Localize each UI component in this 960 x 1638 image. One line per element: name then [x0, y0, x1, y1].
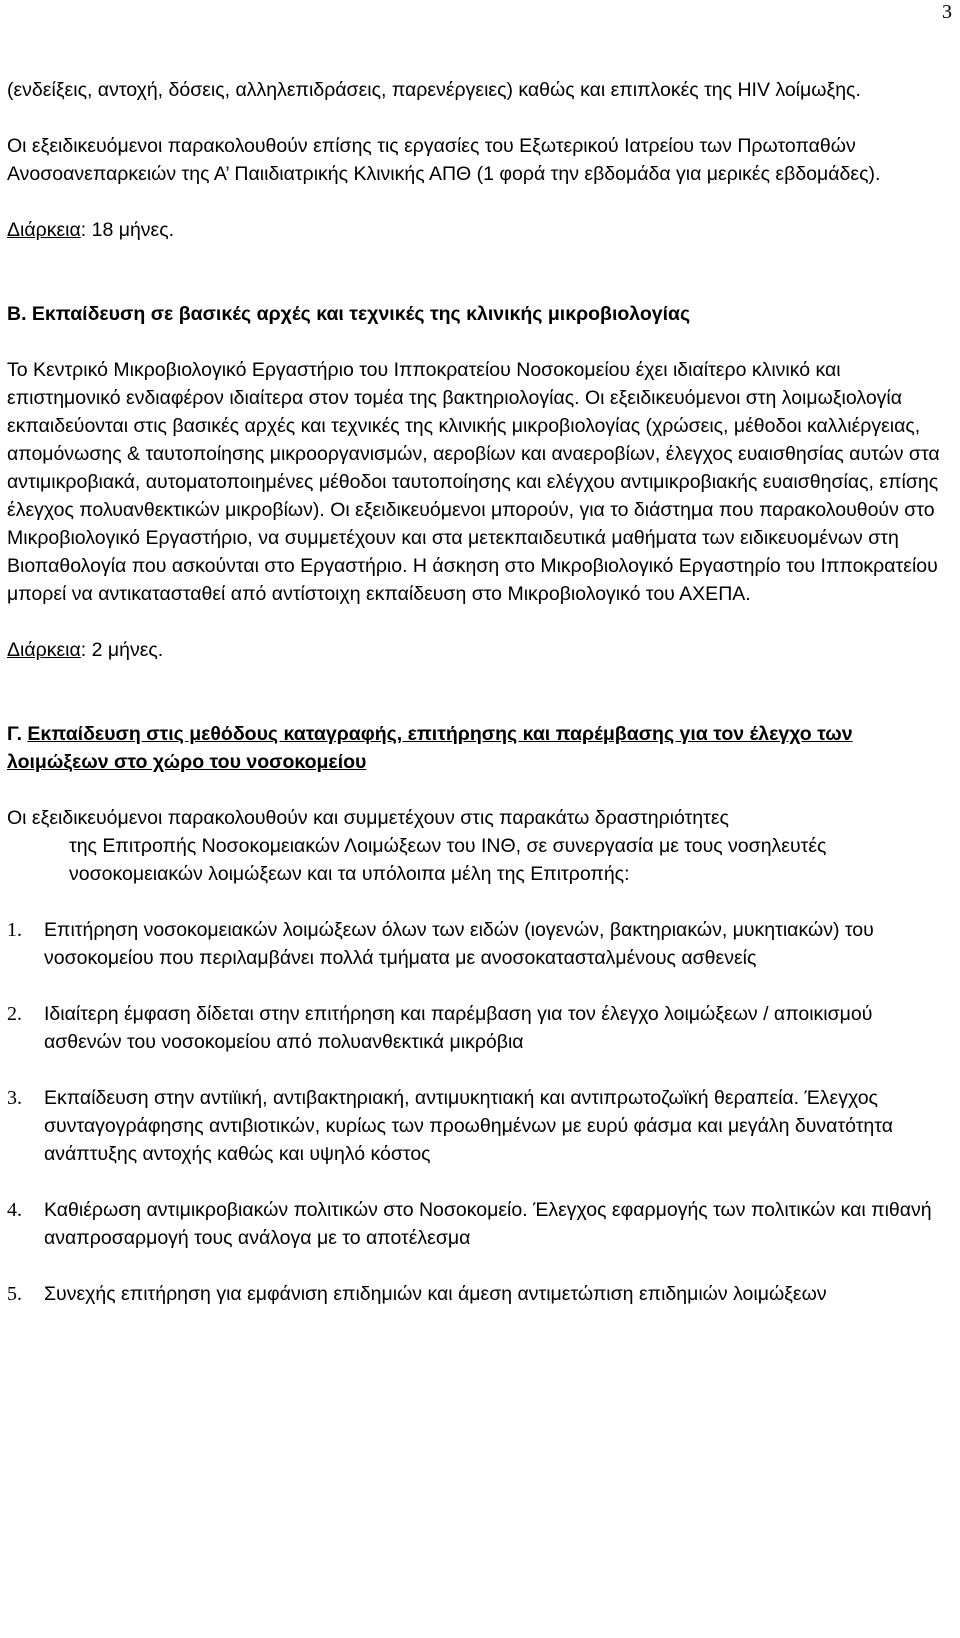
section-c-intro-rest: της Επιτροπής Νοσοκομειακών Λοιμώξεων του ΙΝΘ, σε συνεργασία με τους νοσηλευτές νοσοκομειακών λοιμώξεων και τα υπόλοιπα μέλη της Επιτροπής:: [69, 835, 827, 885]
list-item: [7, 1196, 952, 1252]
list-item: [7, 916, 952, 972]
list-text: Ιδιαίτερη έμφαση δίδεται στην επιτήρηση και παρέμβαση για τον έλεγχο λοιμώξεων / αποικισμού ασθενών του νοσοκομείου από πολυανθεκτικά μικρόβια: [44, 1003, 873, 1053]
section-b-duration: [7, 636, 952, 664]
page-number: 3: [942, 1, 952, 23]
section-b-heading-text: Εκπαίδευση σε βασικές αρχές και τεχνικές της κλινικής μικροβιολογίας: [31, 303, 691, 325]
section-b-body: Το Κεντρικό Μικροβιολογικό Εργαστήριο του Ιπποκρατείου Νοσοκομείου έχει ιδιαίτερο κλινικό και επιστημονικό ενδιαφέρον ιδιαίτερα στον τομέα της βακτηριολογίας. Οι εξειδικευόμενοι στη λοιμωξιολογία εκπαιδεύονται στις βασικές αρχές και τεχνικές της κλινικής μικροβιολογίας (χρώσεις, μέθοδοι καλλιέργειας, απομόνωσης & ταυτοποίησης μικροοργανισμών, αεροβίων και αναεροβίων, έλεγχος ευαισθησίας αυτών στα αντιμικροβιακά, αυτοματοποιημένες μέθοδοι ταυτοποίησης και ελέγχου αντιμικροβιακής ευαισθησίας, επίσης έλεγχος πολυανθεκτικών μικροβίων). Οι εξειδικευόμενοι μπορούν, για το διάστημα που παρακολουθούν στο Μικροβιολογικό Εργαστήριο, να συμμετέχουν και στα μετεκπαιδευτικά μαθήματα των ειδικευομένων στη Βιοπαθολογία που ασκούνται στο Εργαστήριο. Η άσκηση στο Μικροβιολογικό Εργαστηρίο του Ιπποκρατείου μπορεί να αντικατασταθεί από αντίστοιχη εκπαίδευση στο Μικροβιολογικό του ΑΧΕΠΑ.: [7, 359, 940, 605]
list-item: [7, 1084, 952, 1168]
list-item: [7, 1280, 952, 1308]
list-text: Εκπαίδευση στην αντιϊική, αντιβακτηριακή, αντιμυκητιακή και αντιπρωτοζωϊκή θεραπεία. Έλεγχος συνταγογράφησης αντιβιοτικών, κυρίως των προωθημένων με ευρύ φάσμα και μεγάλη δυνατότητα ανάπτυξης αντοχής καθώς και υψηλό κόστος: [44, 1087, 893, 1165]
list-text: Επιτήρηση νοσοκομειακών λοιμώξεων όλων των ειδών (ιογενών, βακτηριακών, μυκητιακών) του νοσοκομείου που περιλαμβάνει πολλά τμήματα με ανοσοκατασταλμένους ασθενείς: [44, 919, 874, 969]
section-a-paragraph-2: Οι εξειδικευόμενοι παρακολουθούν επίσης τις εργασίες του Εξωτερικού Ιατρείου των Πρωτοπαθών Ανοσοανεπαρκειών της Α’ Παιιδιατρικής Κλινικής ΑΠΘ (1 φορά την εβδομάδα για μερικές εβδομάδες).: [7, 135, 881, 185]
list-number: 4.: [7, 1199, 22, 1221]
duration-label: Διάρκεια: [7, 639, 81, 661]
duration-label: Διάρκεια: [7, 219, 81, 241]
list-text: Καθιέρωση αντιμικροβιακών πολιτικών στο Νοσοκομείο. Έλεγχος εφαρμογής των πολιτικών και πιθανή αναπροσαρμογή τους ανάλογα με το αποτέλεσμα: [44, 1199, 932, 1249]
list-number: 1.: [7, 919, 22, 941]
document-body: [7, 76, 952, 1308]
list-number: 5.: [7, 1283, 22, 1305]
section-a-paragraph-1: (ενδείξεις, αντοχή, δόσεις, αλληλεπιδράσεις, παρενέργειες) καθώς και επιπλοκές της HIV λοίμωξης.: [7, 79, 861, 101]
section-a-duration: [7, 216, 952, 244]
section-c-heading: [7, 720, 952, 776]
section-c-heading-text: Εκπαίδευση στις μεθόδους καταγραφής, επιτήρησης και παρέμβασης για τον έλεγχο των λοιμώξεων στο χώρο του νοσοκομείου: [7, 723, 853, 773]
list-item: [7, 1000, 952, 1056]
section-b-heading-prefix: Β.: [7, 303, 32, 325]
section-b-heading: [7, 300, 952, 328]
duration-value: : 2 μήνες.: [80, 639, 164, 661]
duration-value: : 18 μήνες.: [80, 219, 175, 241]
list-number: 2.: [7, 1003, 22, 1025]
list-text: Συνεχής επιτήρηση για εμφάνιση επιδημιών και άμεση αντιμετώπιση επιδημιών λοιμώξεων: [44, 1283, 827, 1305]
section-c-intro-first: Οι εξειδικευόμενοι παρακολουθούν και συμμετέχουν στις παρακάτω δραστηριότητες: [7, 807, 729, 829]
section-c-heading-prefix: Γ.: [7, 723, 28, 745]
list-number: 3.: [7, 1087, 22, 1109]
